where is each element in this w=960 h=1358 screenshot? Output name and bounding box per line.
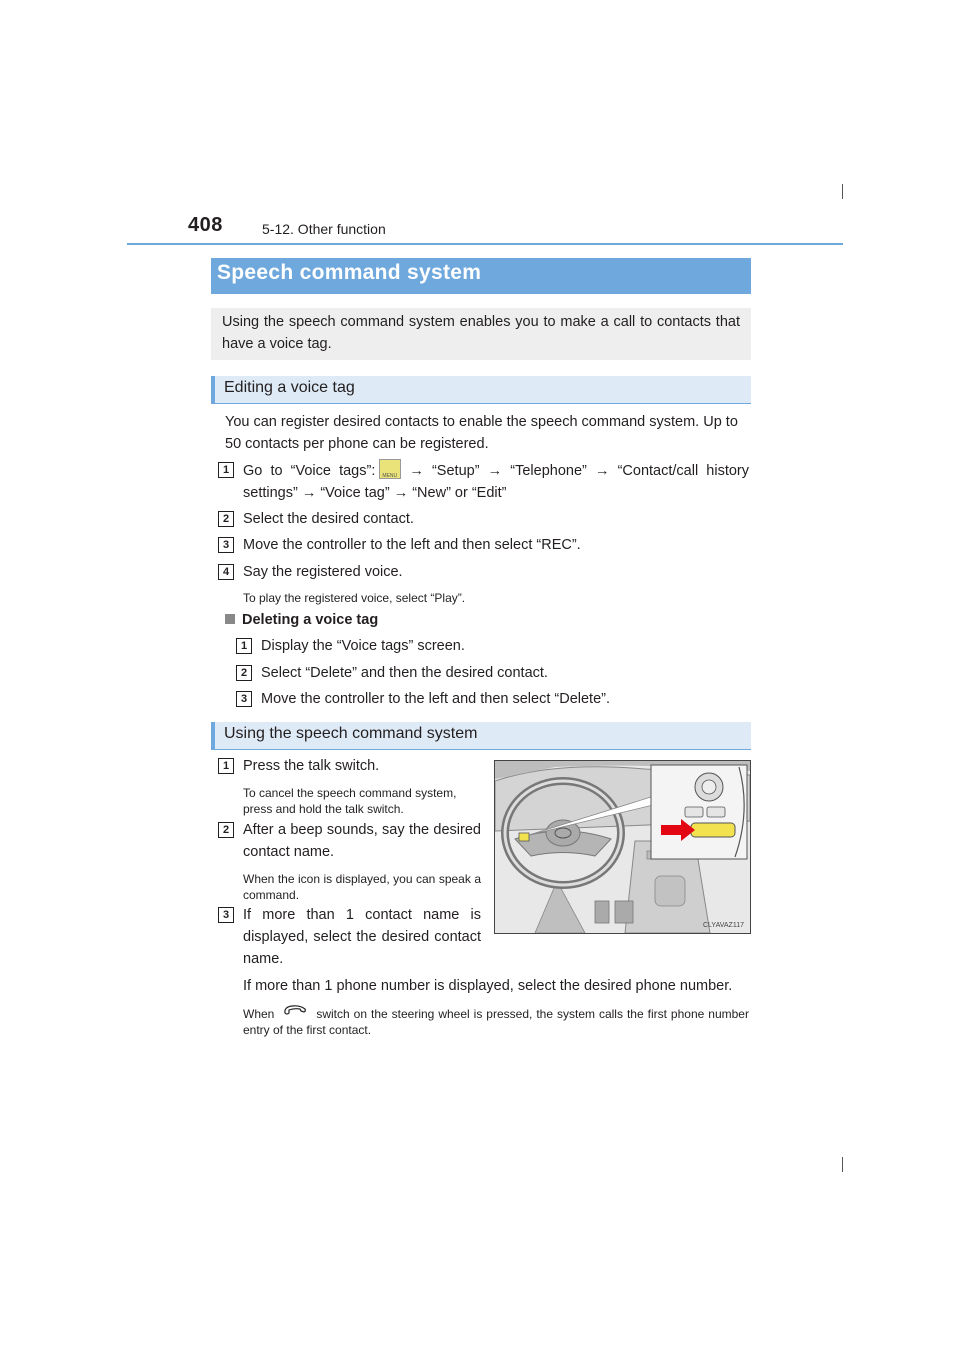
deleting-heading: Deleting a voice tag — [225, 609, 378, 631]
using-step-3: If more than 1 contact name is displayed, select the desired contact name. — [243, 907, 481, 967]
using-note-2: When the icon is displayed, you can speak a command. — [243, 872, 481, 902]
edit-step-4: Say the registered voice. — [243, 564, 403, 580]
edit-step-1-post: → “Setup” → “Telephone” → “Contact/call history settings” → “Voice tag” → “New” or “Edit” — [243, 463, 749, 501]
using-note-1: To cancel the speech command system, press and hold the talk switch. — [243, 786, 457, 816]
section-title: 5-12. Other function — [262, 221, 386, 237]
using-note-3: When switch on the steering wheel is pressed, the system calls the first phone number entry of the first contact. — [243, 1003, 749, 1038]
delete-step-3: Move the controller to the left and then select “Delete”. — [261, 691, 610, 707]
delete-step-number-1: 1 — [236, 638, 252, 654]
using-paragraph: If more than 1 phone number is displayed, select the desired phone number. — [243, 978, 733, 994]
edit-step-3: Move the controller to the left and then select “REC”. — [243, 537, 581, 553]
phone-handset-icon — [282, 1003, 308, 1019]
menu-button-icon: MENU — [379, 459, 401, 479]
using-step-number-1: 1 — [218, 758, 234, 774]
edit-step-2: Select the desired contact. — [243, 511, 414, 527]
header-rule — [127, 243, 843, 245]
crop-mark-bottom — [842, 1157, 843, 1172]
step-number-4: 4 — [218, 564, 234, 580]
delete-step-number-2: 2 — [236, 665, 252, 681]
image-code: CLYAVAZ117 — [703, 922, 744, 929]
delete-step-1: Display the “Voice tags” screen. — [261, 638, 465, 654]
delete-step-2: Select “Delete” and then the desired contact. — [261, 665, 548, 681]
delete-step-number-3: 3 — [236, 691, 252, 707]
edit-step-1-pre: Go to “Voice tags”: — [243, 463, 376, 479]
page-title: Speech command system — [211, 258, 751, 294]
edit-note: To play the registered voice, select “Play”. — [243, 591, 466, 605]
using-step-number-2: 2 — [218, 822, 234, 838]
intro-box: Using the speech command system enables you to make a call to contacts that have a voice tag. — [211, 308, 751, 360]
square-bullet-icon — [225, 614, 235, 624]
using-step-number-3: 3 — [218, 907, 234, 923]
editing-heading: Editing a voice tag — [211, 376, 751, 404]
editing-description: You can register desired contacts to enable the speech command system. Up to 50 contacts per phone can be registered. — [225, 414, 738, 452]
using-step-2: After a beep sounds, say the desired contact name. — [243, 822, 481, 860]
step-number-2: 2 — [218, 511, 234, 527]
dashboard-illustration — [494, 760, 751, 934]
edit-step-1 — [243, 459, 749, 504]
steering-wheel-diagram — [495, 761, 750, 933]
using-step-1: Press the talk switch. — [243, 758, 380, 774]
crop-mark-top — [842, 184, 843, 199]
step-number-3: 3 — [218, 537, 234, 553]
step-number-1: 1 — [218, 462, 234, 478]
page-number: 408 — [188, 214, 223, 236]
using-heading: Using the speech command system — [211, 722, 751, 750]
